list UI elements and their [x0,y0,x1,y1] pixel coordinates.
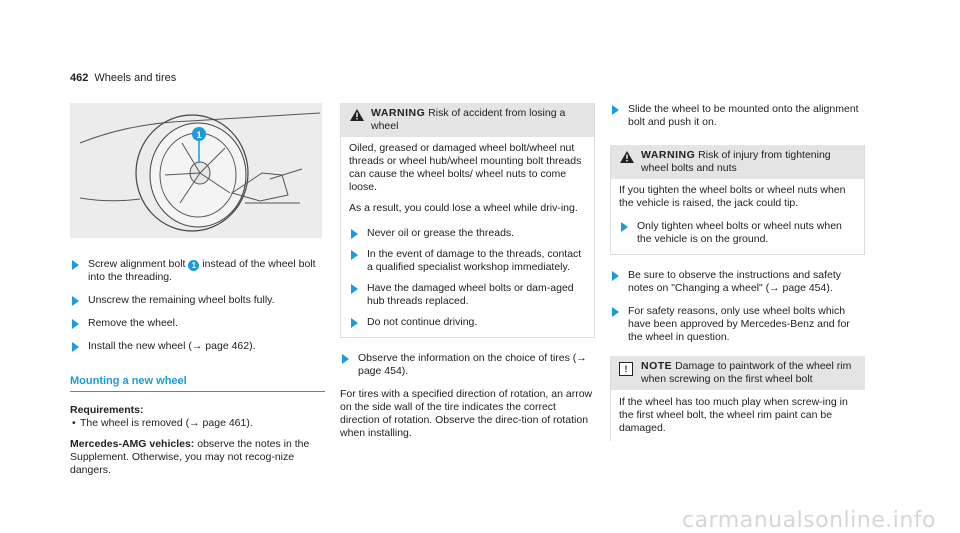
column-middle [340,103,595,448]
warning-label: WARNING [371,107,426,119]
step-arrow-icon [621,222,628,232]
wheel-drawing [70,103,322,238]
column-right [610,103,865,441]
exclamation-note-icon: ! [619,362,633,376]
step-arrow-icon [351,318,358,328]
warning-para-1: Oiled, greased or damaged wheel bolt/wheel nut threads or wheel hub/wheel mounting bolt threads can cause the wheel bolts/ wheel nuts to come loose. [349,142,582,193]
note-body: If the wheel has too much play when screw-ing in the first wheel bolt, the wheel rim paint can be damaged. [619,396,848,434]
amg-label: Mercedes-AMG vehicles: [70,438,195,450]
warning-box-accident [340,103,595,338]
warning-step: Have the damaged wheel bolts or dam-aged hub threads replaced. [349,282,586,308]
step-arrow-icon [72,319,79,329]
warning-box-injury [610,145,865,255]
section-title: Wheels and tires [94,72,177,84]
warning-para-2: As a result, you could lose a wheel while driv-ing. [349,202,578,214]
warning-step: In the event of damage to the threads, contact a qualified specialist workshop immediately. [349,248,586,274]
warning-step: Only tighten wheel bolts or wheel nuts when the vehicle is on the ground. [619,220,856,246]
requirements-bullet: • The wheel is removed (→ page 461). [72,417,253,429]
step-arrow-icon [612,307,619,317]
bullet-dot-icon: • [72,417,76,429]
step-arrow-icon [72,260,79,270]
wheel-illustration [70,103,322,238]
rotation-paragraph: For tires with a specified direction of rotation, an arrow on the side wall of the tire indicates the correct direction of rotation. Observe the direc-tion of rotation when installing. [340,388,593,439]
step-arrow-icon [351,250,358,260]
amg-note: Mercedes-AMG vehicles: observe the notes in the Supplement. Otherwise, you may not recog-nize dangers. [70,438,310,476]
note-header [611,356,865,390]
warning-header [611,145,864,179]
note-label: NOTE [641,360,673,372]
warning-step: Do not continue driving. [349,316,586,329]
section-heading-mounting: Mounting a new wheel [70,375,325,392]
step-arrow-icon [612,271,619,281]
step-remove-wheel: Remove the wheel. [70,317,325,330]
step-arrow-icon [351,229,358,239]
warning-body [611,179,864,254]
warning-triangle-icon [350,109,364,121]
watermark: carmanualsonline.info [682,508,936,533]
step-arrow-icon [342,354,349,364]
warning-title: Risk of injury from tightening wheel bolts and nuts [641,149,831,174]
note-title: Damage to paintwork of the wheel rim when screwing on the first wheel bolt [641,360,852,385]
warning-header [341,103,594,137]
step-observe-tires: Observe the information on the choice of tires (→ page 454). [340,352,595,378]
column-left [70,103,325,485]
step-screw-alignment-bolt: Screw alignment bolt 1 instead of the wheel bolt into the threading. [70,258,325,284]
requirements-title: Requirements: [70,404,144,416]
warning-para: If you tighten the wheel bolts or wheel nuts when the vehicle is raised, the jack could tip. [619,184,846,209]
step-arrow-icon [72,296,79,306]
step-slide-wheel: Slide the wheel to be mounted onto the alignment bolt and push it on. [610,103,865,129]
step-observe-instructions: Be sure to observe the instructions and safety notes on "Changing a wheel" (→ page 454). [610,269,865,295]
warning-triangle-icon [620,151,634,163]
note-box-paintwork [610,356,865,441]
step-approved-bolts: For safety reasons, only use wheel bolts which have been approved by Mercedes-Benz and for the wheel in question. [610,305,865,344]
warning-label: WARNING [641,149,696,161]
step-arrow-icon [72,342,79,352]
warning-step: Never oil or grease the threads. [349,227,586,240]
requirements [70,404,325,430]
warning-body [341,137,594,337]
step-unscrew-bolts: Unscrew the remaining wheel bolts fully. [70,294,325,307]
step-arrow-icon [351,284,358,294]
callout-1-label: 1 [196,130,202,140]
step-install-wheel: Install the new wheel (→ page 462). [70,340,325,353]
warning-title: Risk of accident from losing a wheel [371,107,566,132]
page-header [70,72,176,85]
page-number: 462 [70,72,89,84]
callout-1-icon: 1 [188,260,199,271]
step-arrow-icon [612,105,619,115]
